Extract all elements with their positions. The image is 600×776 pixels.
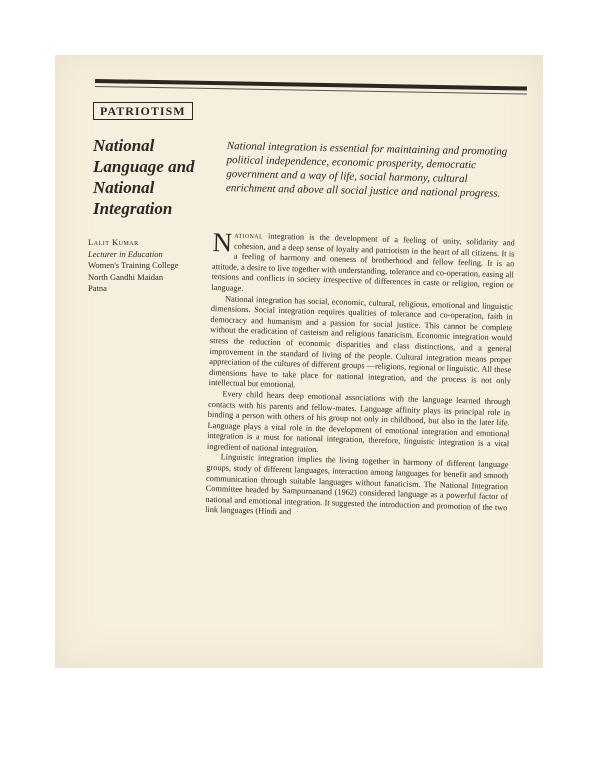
- scanned-page: [55, 55, 543, 668]
- author-name: Lalit Kumar: [88, 237, 139, 247]
- paragraph-1-text: integration is the development of a feeling of unity, solidarity and cohesion, and a deep sense of loyalty and patriotism in the heart of all citizens. It is a feeling of harmony and oneness of brotherhood and fellow feeling. It is an attitude, a desire to live together with understanding, tolerance and co-operation, easing all tensions and conflicts in society irrespective of differences in caste or religion, region or language.: [211, 231, 515, 293]
- paragraph-4: Linguistic integration implies the living together in harmony of different language groups, study of different languages, interaction among languages for benefit and smooth communication through suitable languages without fanaticism. The National Integration Committee headed by Sampurnanand (1962) considered language as a powerful factor of national and emotional integration. It suggested the introduction and promotion of the two link languages (Hindi and: [205, 452, 509, 517]
- article-body: [205, 227, 515, 524]
- paragraph-1: [211, 227, 515, 302]
- article-subtitle: National integration is essential for maintaining and promoting political independence, economic prosperity, democratic government and a way of life, social harmony, cultural enrichment and above all social justice and national progress.: [225, 139, 508, 200]
- article-title: National Language and National Integration: [93, 136, 195, 218]
- author-street: North Gandhi Maidan: [88, 271, 164, 282]
- author-block: [88, 237, 218, 295]
- lead-in: ational: [234, 230, 264, 241]
- paragraph-2: National integration has social, economic, cultural, religious, emotional and linguistic dimensions. Social integration requires qualities of tolerance and co-operation, faith in democracy and humanism and a passion for social justice. This cannot be complete without the eradication of casteism and religious fanaticism. Economic integration would stress the reduction of economic disparities and class distinctions, and a general improvement in the standard of living of the people. Cultural integration means proper appreciation of the cultures of different groups —religions, regional or linguistic. All these dimensions have to take place for national integration, and the process is not only intellectual but emotional.: [208, 293, 514, 390]
- section-label: PATRIOTISM: [93, 102, 193, 120]
- paragraph-3: Every child hears deep emotional associations with the language learned through contacts with his parents and fellow-mates. Language affinity plays its principal role in binding a person with others of his group not only in childhood, but also in the later life. Language plays a vital role in the development of emotional integration and emotional integration is a must for national integration, therefore, linguistic integration is a vital ingredient of national integration.: [206, 389, 511, 454]
- drop-cap: N: [212, 227, 233, 258]
- author-role: Lecturer in Education: [88, 248, 163, 259]
- author-college: Women's Training College: [88, 260, 179, 270]
- author-city: Patna: [88, 283, 107, 293]
